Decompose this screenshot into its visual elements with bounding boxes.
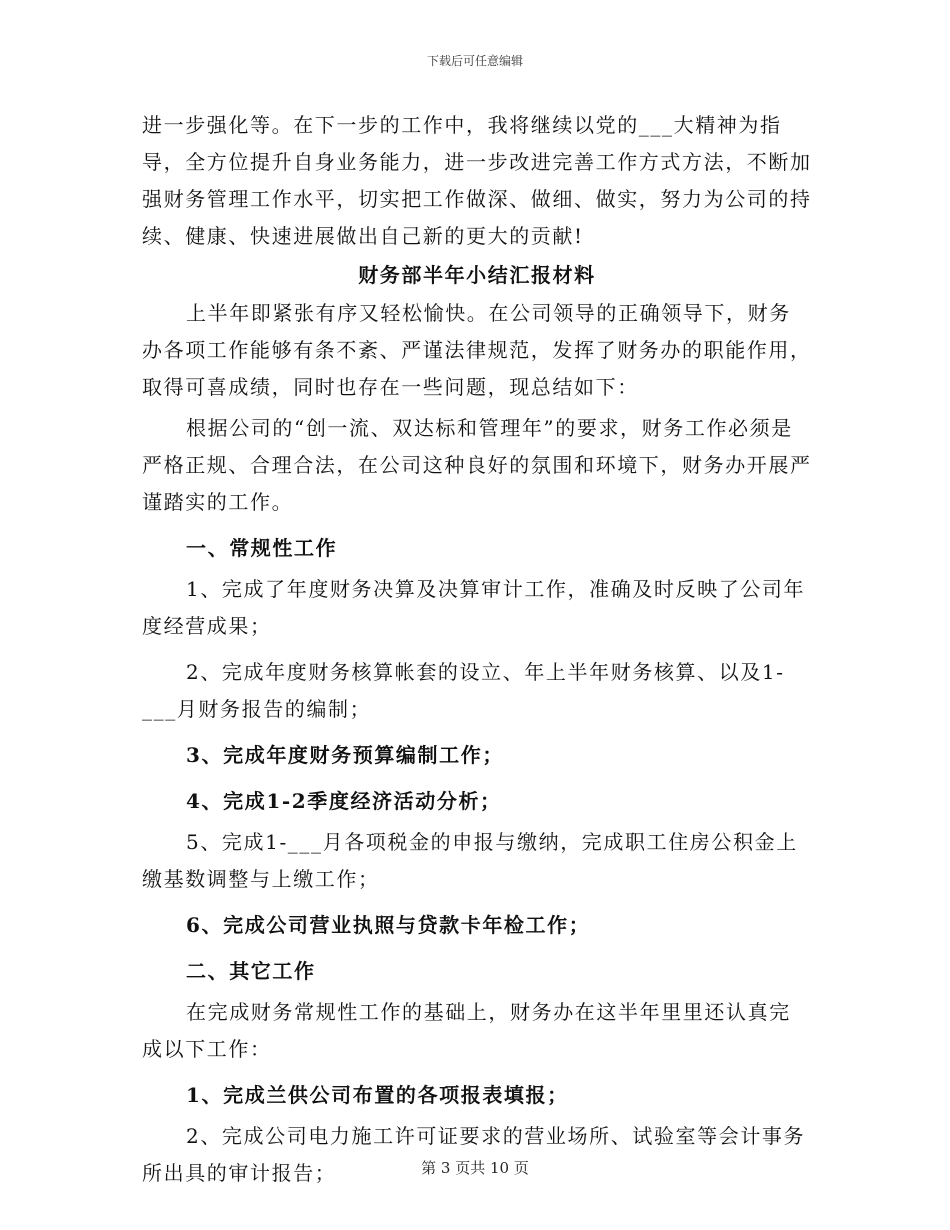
list-item-routine-5: 5、完成1-___月各项税金的申报与缴纳，完成职工住房公积金上缴基数调整与上缴工作； bbox=[142, 830, 798, 891]
page-number: 第 3 页共 10 页 bbox=[421, 1159, 529, 1177]
header-note: 下载后可任意编辑 bbox=[426, 54, 523, 68]
list-item-routine-3: 3、完成年度财务预算编制工作； bbox=[186, 743, 504, 767]
list-item-other-1: 1、完成兰供公司布置的各项报表填报； bbox=[186, 1083, 569, 1107]
paragraph-continuation: 进一步强化等。在下一步的工作中，我将继续以党的___大精神为指导，全方位提升自身业务能力，进一步改进完善工作方式方法，不断加强财务管理工作水平，切实把工作做深、做细、做实，努力为公司的持续、健康、快速进展做出自己新的更大的贡献! bbox=[142, 113, 812, 248]
paragraph-other-work: 在完成财务常规性工作的基础上，财务办在这半年里里还认真完成以下工作： bbox=[142, 1000, 791, 1061]
heading-other-work: 二、其它工作 bbox=[186, 959, 316, 983]
list-item-routine-1: 1、完成了年度财务决算及决算审计工作，准确及时反映了公司年度经营成果； bbox=[142, 577, 806, 638]
document-body bbox=[142, 107, 812, 1192]
paragraph-requirements: 根据公司的“创一流、双达标和管理年”的要求，财务工作必须是严格正规、合理合法，在公司这种良好的氛围和环境下，财务办开展严谨踏实的工作。 bbox=[142, 416, 812, 514]
list-item-routine-6: 6、完成公司营业执照与贷款卡年检工作； bbox=[186, 913, 591, 937]
heading-routine-work: 一、常规性工作 bbox=[186, 536, 338, 560]
list-item-other-2: 2、完成公司电力施工许可证要求的营业场所、试验室等会计事务所出具的审计报告； bbox=[142, 1124, 806, 1185]
section-title: 财务部半年小结汇报材料 bbox=[358, 263, 596, 287]
list-item-routine-2: 2、完成年度财务核算帐套的设立、年上半年财务核算、以及1-___月财务报告的编制； bbox=[142, 660, 785, 721]
paragraph-intro: 上半年即紧张有序又轻松愉快。在公司领导的正确领导下，财务办各项工作能够有条不紊、严谨法律规范，发挥了财务办的职能作用，取得可喜成绩，同时也存在一些问题，现总结如下： bbox=[142, 301, 812, 399]
list-item-routine-4: 4、完成1-2季度经济活动分析； bbox=[186, 789, 502, 813]
